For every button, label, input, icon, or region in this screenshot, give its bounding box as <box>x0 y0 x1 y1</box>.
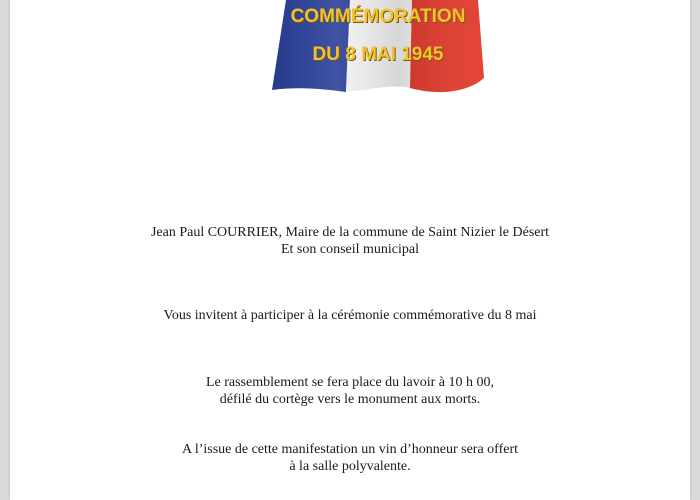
gathering-line-2: défilé du cortège vers le monument aux morts. <box>219 392 481 407</box>
invitation-page <box>10 0 690 500</box>
host-line: Jean Paul COURRIER, Maire de la commune de Saint Nizier le Désert <box>150 225 550 240</box>
reception-line-2: à la salle polyvalente. <box>289 459 411 474</box>
invite-line: Vous invitent à participer à la cérémonie commémorative du 8 mai <box>163 308 537 323</box>
banner-title-line1: COMMÉMORATION <box>290 6 466 27</box>
reception-line-1: A l’issue de cette manifestation un vin d’honneur sera offert <box>181 442 519 457</box>
banner-title-line2: DU 8 MAI 1945 <box>312 44 444 65</box>
french-flag-banner <box>272 0 484 96</box>
gathering-line-1: Le rassemblement se fera place du lavoir à 10 h 00, <box>205 375 495 390</box>
council-line: Et son conseil municipal <box>280 242 420 257</box>
